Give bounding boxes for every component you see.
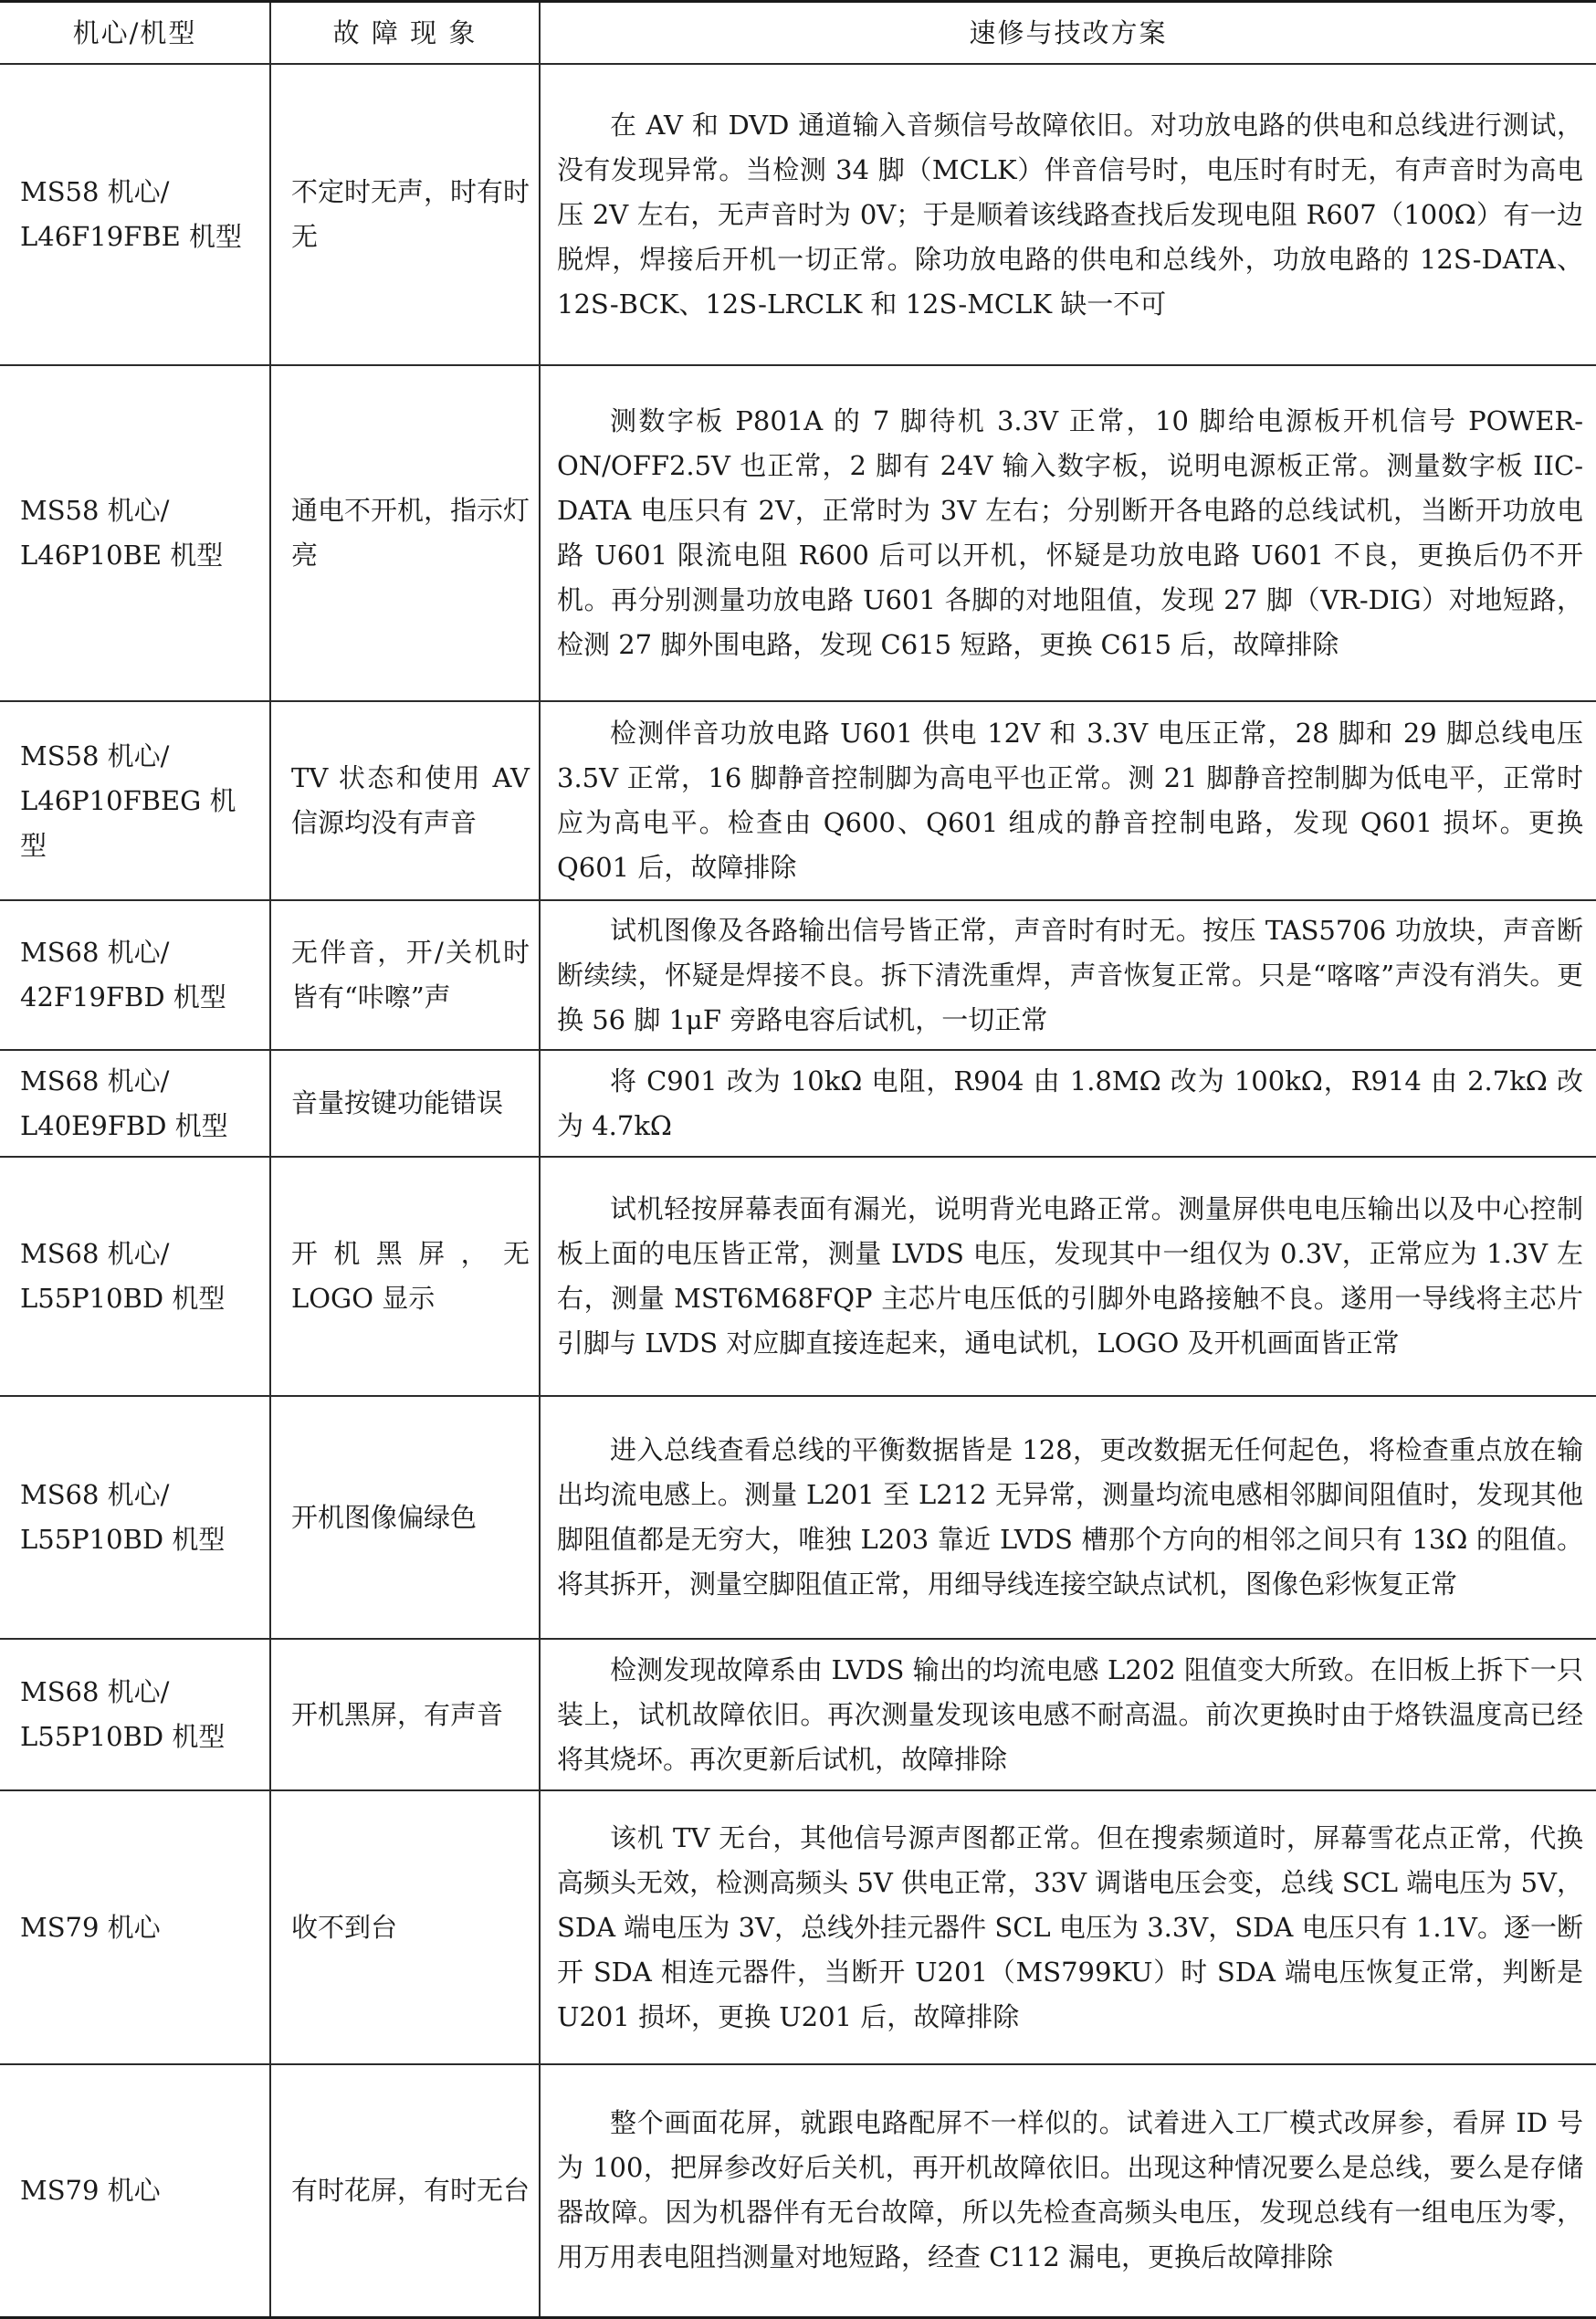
solution-cell: 测数字板 P801A 的 7 脚待机 3.3V 正常，10 脚给电源板开机信号 POWER-ON/OFF2.5V 也正常，2 脚有 24V 输入数字板，说明电源板正常。测量数字板 IIC-DATA 电压只有 2V，正常时为 3V 左右；分别断开各电路的总线试机，当断开功放电路 U601 限流电阻 R600 后可以开机，怀疑是功放电路 U601 不良，更换后仍不开机。再分别测量功放电路 U601 各脚的对地阻值，发现 27 脚（VR-DIG）对地短路，检测 27 脚外围电路，发现 C615 短路，更换 C615 后，故障排除 xyxy=(540,365,1596,701)
model-name: MS68 机心/ xyxy=(20,1479,170,1510)
symptom-cell: 开机黑屏，有声音 xyxy=(270,1639,540,1790)
model-type: L55P10BD 机型 xyxy=(20,1524,226,1555)
header-model: 机心/机型 xyxy=(0,2,270,65)
header-row xyxy=(0,2,1596,65)
model-type: L46P10FBEG 机型 xyxy=(20,784,236,861)
symptom-cell: 收不到台 xyxy=(270,1790,540,2064)
model-type: L55P10BD 机型 xyxy=(20,1283,226,1314)
model-cell xyxy=(0,1639,270,1790)
symptom-cell: 通电不开机，指示灯亮 xyxy=(270,365,540,701)
model-type: L46F19FBE 机型 xyxy=(20,221,243,252)
model-cell xyxy=(0,1050,270,1157)
model-name: MS68 机心/ xyxy=(20,1238,170,1269)
solution-cell: 将 C901 改为 10kΩ 电阻，R904 由 1.8MΩ 改为 100kΩ，R914 由 2.7kΩ 改为 4.7kΩ xyxy=(540,1050,1596,1157)
solution-cell: 该机 TV 无台，其他信号源声图都正常。但在搜索频道时，屏幕雪花点正常，代换高频头无效，检测高频头 5V 供电正常，33V 调谐电压会变，总线 SCL 端电压为 5V，SDA 端电压为 3V，总线外挂元器件 SCL 电压为 3.3V，SDA 电压只有 1.1V。逐一断开 SDA 相连元器件，当断开 U201（MS799KU）时 SDA 端电压恢复正常，判断是 U201 损坏，更换 U201 后，故障排除 xyxy=(540,1790,1596,2064)
model-name: MS58 机心/ xyxy=(20,176,170,207)
table-row xyxy=(0,365,1596,701)
table-row xyxy=(0,1790,1596,2064)
symptom-cell: TV 状态和使用 AV 信源均没有声音 xyxy=(270,701,540,900)
solution-cell: 试机图像及各路输出信号皆正常，声音时有时无。按压 TAS5706 功放块，声音断断续续，怀疑是焊接不良。拆下清洗重焊，声音恢复正常。只是“喀喀”声没有消失。更换 56 脚 1μF 旁路电容后试机，一切正常 xyxy=(540,900,1596,1050)
symptom-cell: 有时花屏，有时无台 xyxy=(270,2064,540,2317)
table-row xyxy=(0,1639,1596,1790)
model-name: MS68 机心/ xyxy=(20,1065,170,1097)
solution-cell: 检测伴音功放电路 U601 供电 12V 和 3.3V 电压正常，28 脚和 29 脚总线电压 3.5V 正常，16 脚静音控制脚为高电平也正常。测 21 脚静音控制脚为低电平，正常时应为高电平。检查由 Q600、Q601 组成的静音控制电路，发现 Q601 损坏。更换 Q601 后，故障排除 xyxy=(540,701,1596,900)
table-row xyxy=(0,900,1596,1050)
table-row xyxy=(0,1050,1596,1157)
model-cell xyxy=(0,701,270,900)
model-cell xyxy=(0,900,270,1050)
symptom-cell: 不定时无声，时有时无 xyxy=(270,64,540,365)
header-solution: 速修与技改方案 xyxy=(540,2,1596,65)
model-type: L40E9FBD 机型 xyxy=(20,1109,228,1141)
solution-cell: 试机轻按屏幕表面有漏光，说明背光电路正常。测量屏供电电压输出以及中心控制板上面的电压皆正常，测量 LVDS 电压，发现其中一组仅为 0.3V，正常应为 1.3V 左右，测量 MST6M68FQP 主芯片电压低的引脚外电路接触不良。遂用一导线将主芯片引脚与 LVDS 对应脚直接连起来，通电试机，LOGO 及开机画面皆正常 xyxy=(540,1157,1596,1396)
solution-cell: 进入总线查看总线的平衡数据皆是 128，更改数据无任何起色，将检查重点放在输出均流电感上。测量 L201 至 L212 无异常，测量均流电感相邻脚间阻值时，发现其他脚阻值都是无穷大，唯独 L203 靠近 LVDS 槽那个方向的相邻之间只有 13Ω 的阻值。将其拆开，测量空脚阻值正常，用细导线连接空缺点试机，图像色彩恢复正常 xyxy=(540,1396,1596,1639)
model-name: MS68 机心/ xyxy=(20,937,170,968)
model-cell xyxy=(0,1790,270,2064)
model-cell xyxy=(0,64,270,365)
model-name: MS68 机心/ xyxy=(20,1676,170,1707)
model-cell xyxy=(0,365,270,701)
table-row xyxy=(0,2064,1596,2317)
symptom-cell: 音量按键功能错误 xyxy=(270,1050,540,1157)
model-name: MS58 机心/ xyxy=(20,495,170,526)
table-row xyxy=(0,701,1596,900)
model-name: MS58 机心/ xyxy=(20,740,170,771)
solution-cell: 在 AV 和 DVD 通道输入音频信号故障依旧。对功放电路的供电和总线进行测试，没有发现异常。当检测 34 脚（MCLK）伴音信号时，电压时有时无，有声音时为高电压 2V 左右，无声音时为 0V；于是顺着该线路查找后发现电阻 R607（100Ω）有一边脱焊，焊接后开机一切正常。除功放电路的供电和总线外，功放电路的 12S-DATA、12S-BCK、12S-LRCLK 和 12S-MCLK 缺一不可 xyxy=(540,64,1596,365)
model-type: 42F19FBD 机型 xyxy=(20,981,226,1013)
model-cell xyxy=(0,1157,270,1396)
table-row xyxy=(0,1396,1596,1639)
model-name: MS79 机心 xyxy=(20,2174,161,2206)
model-cell xyxy=(0,1396,270,1639)
model-type: L55P10BD 机型 xyxy=(20,1721,226,1752)
symptom-cell: 无伴音，开/关机时皆有“咔嚓”声 xyxy=(270,900,540,1050)
symptom-cell: 开机图像偏绿色 xyxy=(270,1396,540,1639)
model-name: MS79 机心 xyxy=(20,1911,161,1943)
model-type: L46P10BE 机型 xyxy=(20,540,224,571)
solution-cell: 检测发现故障系由 LVDS 输出的均流电感 L202 阻值变大所致。在旧板上拆下一只装上，试机故障依旧。再次测量发现该电感不耐高温。前次更换时由于烙铁温度高已经将其烧坏。再次更新后试机，故障排除 xyxy=(540,1639,1596,1790)
symptom-cell: 开机黑屏，无 LOGO 显示 xyxy=(270,1157,540,1396)
table-row xyxy=(0,1157,1596,1396)
header-symptom: 故 障 现 象 xyxy=(270,2,540,65)
solution-cell: 整个画面花屏，就跟电路配屏不一样似的。试着进入工厂模式改屏参，看屏 ID 号为 100，把屏参改好后关机，再开机故障依旧。出现这种情况要么是总线，要么是存储器故障。因为机器伴有无台故障，所以先检查高频头电压，发现总线有一组电压为零，用万用表电阻挡测量对地短路，经查 C112 漏电，更换后故障排除 xyxy=(540,2064,1596,2317)
table-row xyxy=(0,64,1596,365)
model-cell xyxy=(0,2064,270,2317)
